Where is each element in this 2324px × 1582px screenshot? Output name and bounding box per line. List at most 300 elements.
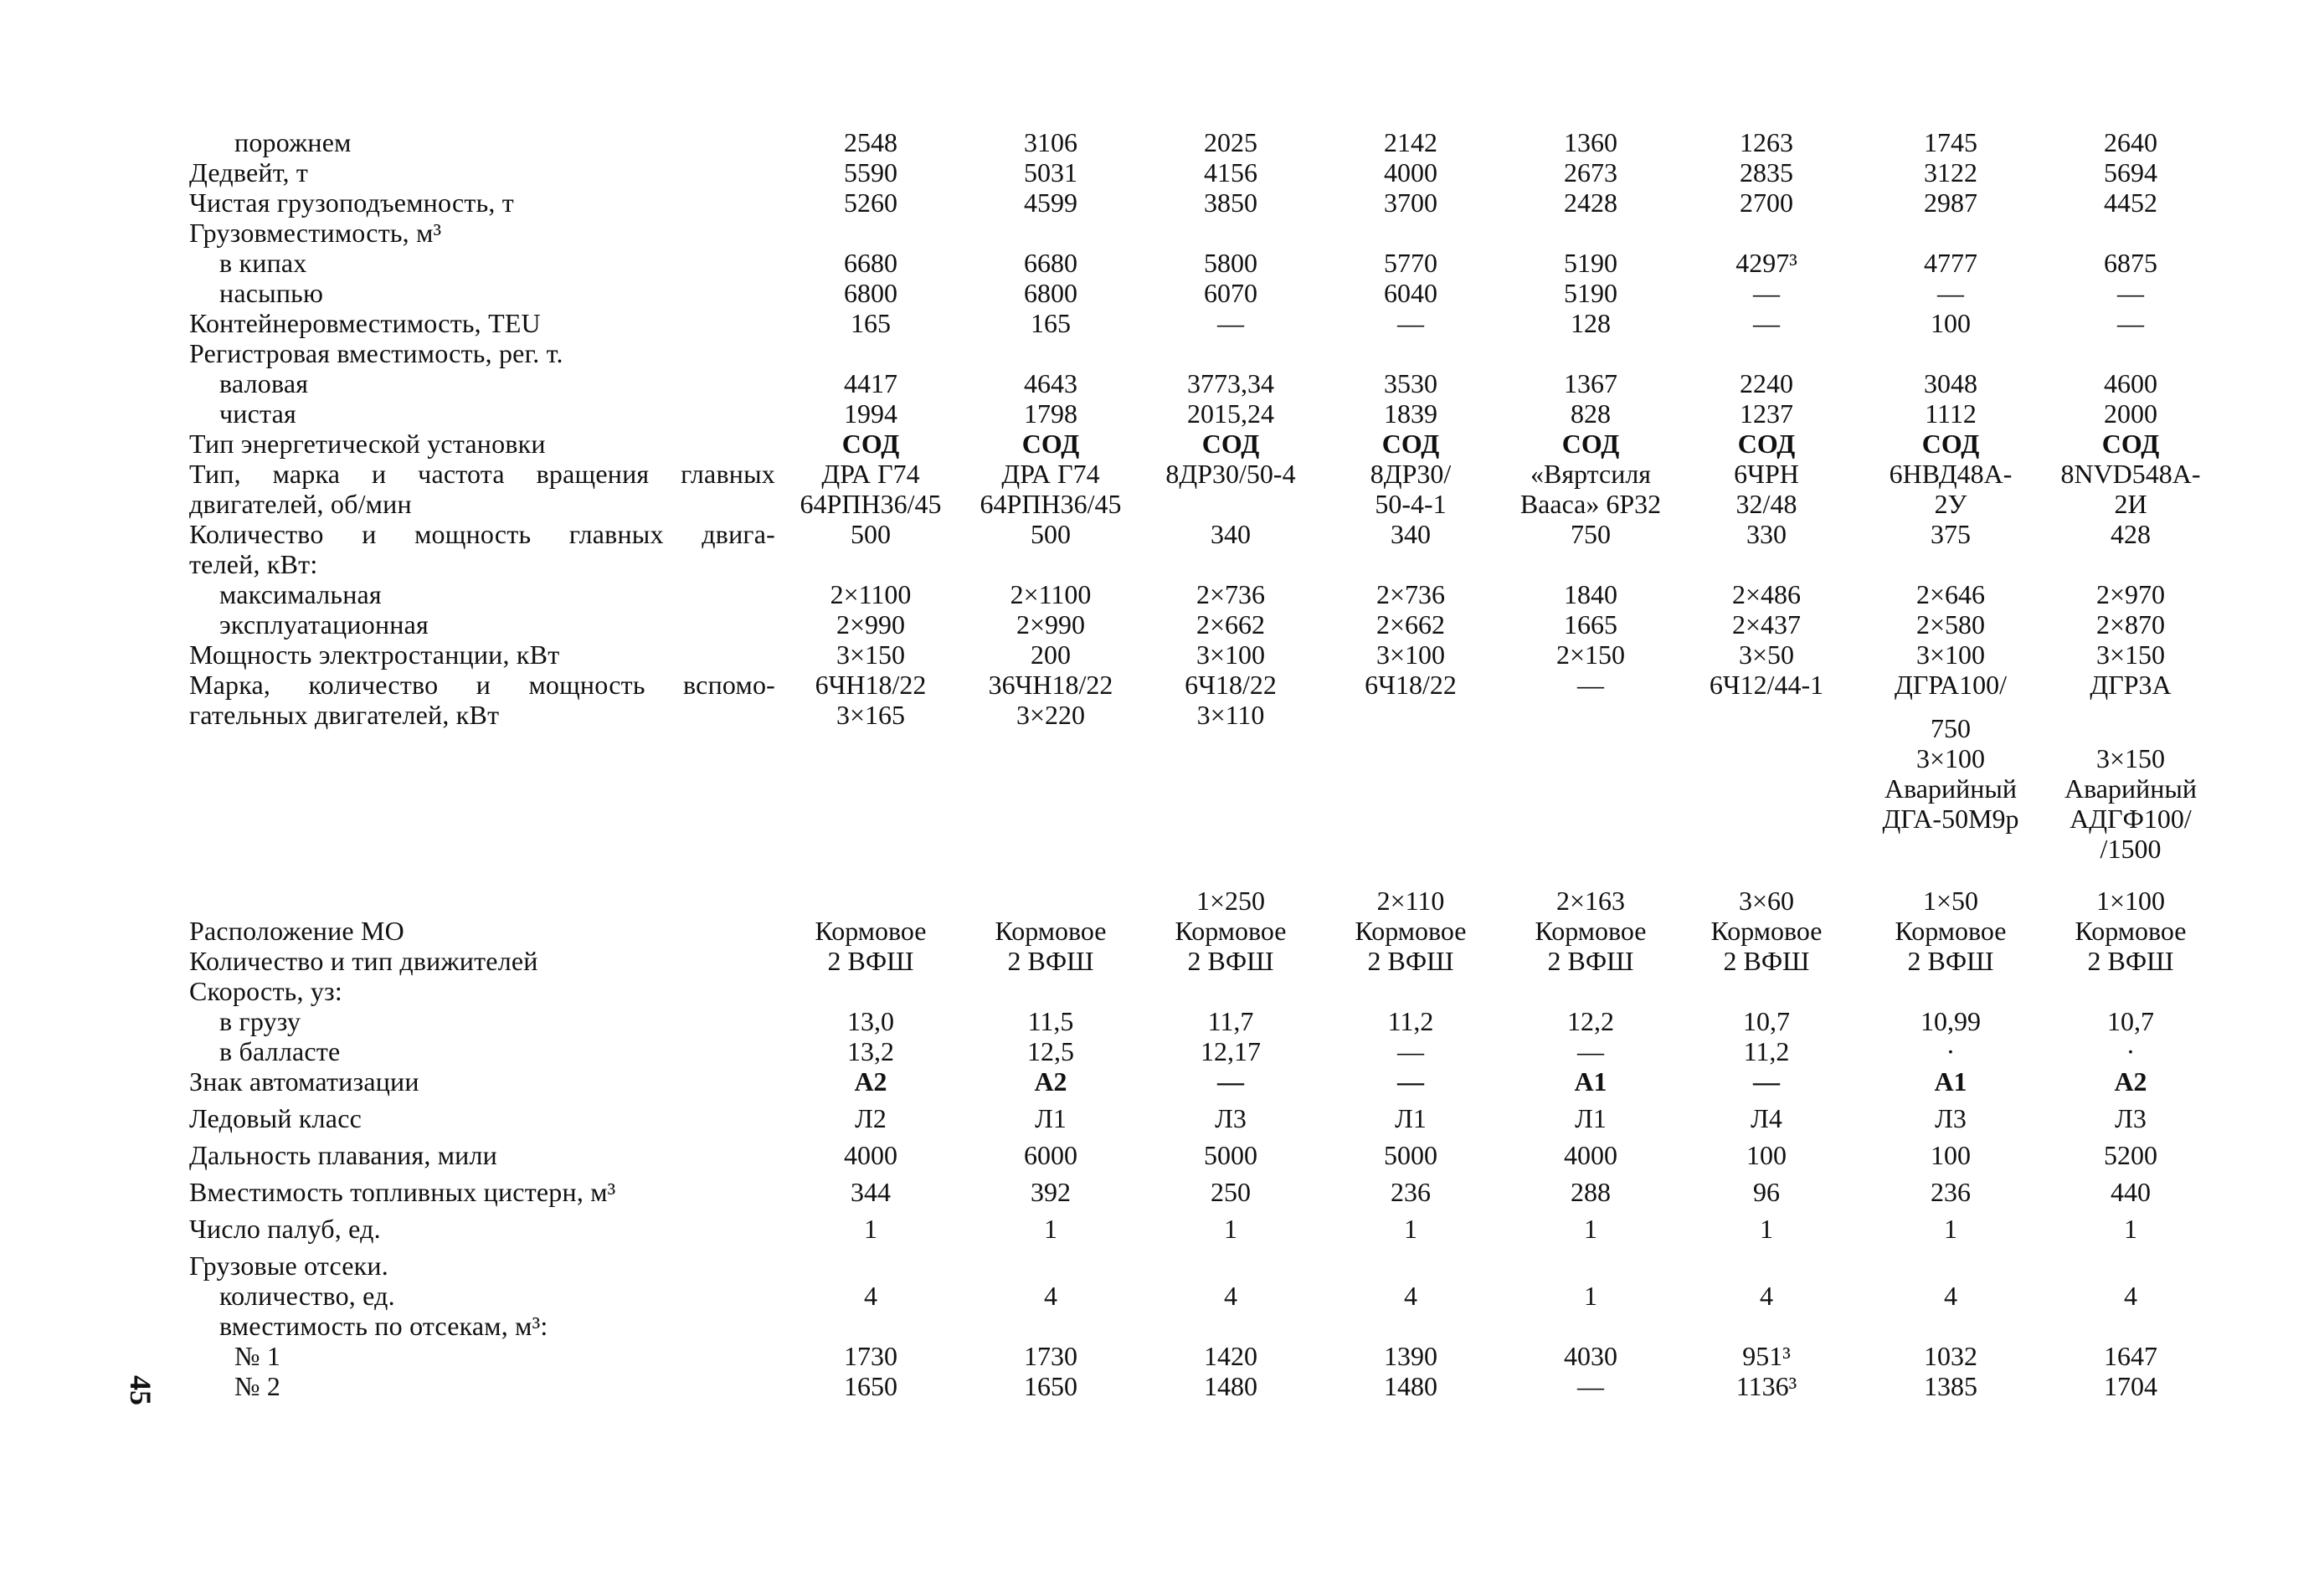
table-cell: 4600 <box>2104 368 2157 398</box>
table-cell: 1480 <box>1384 1371 1437 1401</box>
table-row <box>0 187 2324 218</box>
table-cell: 12,17 <box>1201 1036 1261 1066</box>
table-cell: 1237 <box>1740 398 1793 429</box>
table-cell: 6ЧН18/22 <box>815 670 927 700</box>
table-cell: 1745 <box>1924 127 1977 157</box>
table-cell: 2×662 <box>1195 609 1266 639</box>
table-cell: — <box>1753 1066 1780 1097</box>
table-cell: — <box>1577 670 1604 700</box>
table-cell: 4643 <box>1024 368 1077 398</box>
table-cell: 2И <box>2114 489 2147 519</box>
table-cell: 2×163 <box>1555 886 1626 916</box>
table-cell: Кормовое <box>1175 916 1287 946</box>
table-cell: Кормовое <box>1355 916 1467 946</box>
table-cell: — <box>2117 278 2144 308</box>
table-cell: 6000 <box>1024 1140 1077 1170</box>
table-cell: 3048 <box>1924 368 1977 398</box>
row-label: Количество и тип движителей <box>189 946 538 976</box>
table-cell: 8ДР30/50-4 <box>1165 459 1296 489</box>
table-cell: 1839 <box>1384 398 1437 429</box>
table-cell: ДГРА100/ <box>1894 670 2008 700</box>
row-label: Число палуб, ед. <box>189 1214 381 1244</box>
table-cell: 2×150 <box>1555 639 1626 670</box>
table-cell: 2×110 <box>1376 886 1445 916</box>
table-cell: 6070 <box>1204 278 1257 308</box>
table-cell: 6680 <box>844 248 897 278</box>
table-cell: ДРА Г74 <box>821 459 920 489</box>
row-label: Ледовый класс <box>189 1103 362 1133</box>
table-cell: 165 <box>1031 308 1071 338</box>
table-cell: 13,0 <box>847 1006 894 1036</box>
table-row <box>0 367 2324 399</box>
row-label: порожнем <box>234 127 352 157</box>
table-cell: — <box>1937 278 1964 308</box>
table-cell: 4000 <box>1564 1140 1617 1170</box>
table-cell: Кормовое <box>1895 916 2007 946</box>
table-cell: — <box>1217 1066 1244 1097</box>
table-cell: А2 <box>1034 1066 1067 1097</box>
table-cell: Л3 <box>1215 1103 1247 1133</box>
table-row <box>0 833 2324 865</box>
table-cell: 4 <box>1224 1281 1237 1311</box>
table-cell: 2700 <box>1740 187 1793 218</box>
table-cell: Л1 <box>1395 1103 1427 1133</box>
table-cell: 2673 <box>1564 157 1617 187</box>
table-cell: 5200 <box>2104 1140 2157 1170</box>
table-row <box>0 157 2324 188</box>
table-row <box>0 1176 2324 1208</box>
table-row <box>0 773 2324 804</box>
row-label: насыпью <box>219 278 324 308</box>
table-cell: 288 <box>1571 1177 1611 1207</box>
table-cell: 5770 <box>1384 248 1437 278</box>
table-row <box>0 428 2324 460</box>
table-cell: 1730 <box>1024 1341 1077 1371</box>
table-cell: 4 <box>1760 1281 1773 1311</box>
row-label: валовая <box>219 368 309 398</box>
table-cell: 1 <box>1584 1281 1597 1311</box>
table-cell: СОД <box>1921 429 1980 459</box>
table-cell: 1704 <box>2104 1371 2157 1401</box>
table-cell: А1 <box>1574 1066 1607 1097</box>
table-cell: 2У <box>1934 489 1967 519</box>
table-cell: 5800 <box>1204 248 1257 278</box>
table-cell: 2×662 <box>1375 609 1446 639</box>
table-cell: 1032 <box>1924 1341 1977 1371</box>
table-cell: — <box>1753 278 1780 308</box>
table-cell: 2 ВФШ <box>1723 946 1810 976</box>
table-cell: 3×220 <box>1015 700 1086 730</box>
table-cell: Кормовое <box>1535 916 1647 946</box>
table-cell: СОД <box>1737 429 1796 459</box>
table-cell: 2015,24 <box>1187 398 1274 429</box>
table-cell: 4 <box>2124 1281 2137 1311</box>
table-cell: 50-4-1 <box>1375 489 1447 519</box>
row-label: количество, ед. <box>219 1281 395 1311</box>
table-cell: 1480 <box>1204 1371 1257 1401</box>
table-cell: 165 <box>851 308 891 338</box>
table-cell: 2640 <box>2104 127 2157 157</box>
table-cell: Аварийный <box>2064 773 2197 804</box>
table-cell: 828 <box>1571 398 1611 429</box>
table-cell: 10,99 <box>1920 1006 1981 1036</box>
table-cell: ДРА Г74 <box>1001 459 1100 489</box>
table-cell: 128 <box>1571 308 1611 338</box>
table-row <box>0 548 2324 580</box>
table-cell: 1 <box>1944 1214 1957 1244</box>
table-cell: 1 <box>1044 1214 1057 1244</box>
table-row <box>0 1280 2324 1312</box>
table-cell: — <box>1577 1371 1604 1401</box>
table-cell: 6800 <box>844 278 897 308</box>
table-cell: 32/48 <box>1735 489 1797 519</box>
table-cell: 3×150 <box>2095 743 2166 773</box>
table-cell: 6680 <box>1024 248 1077 278</box>
row-label: в кипах <box>219 248 307 278</box>
table-cell: — <box>1397 1036 1424 1066</box>
row-label: Расположение МО <box>189 916 404 946</box>
table-row <box>0 307 2324 339</box>
table-cell: 3106 <box>1024 127 1077 157</box>
table-cell: 200 <box>1031 639 1071 670</box>
row-label: Дальность плавания, мили <box>189 1140 498 1170</box>
table-cell: 3×100 <box>1915 639 1986 670</box>
row-label: Скорость, уз: <box>189 976 342 1006</box>
table-row <box>0 1310 2324 1342</box>
table-cell: 5000 <box>1204 1140 1257 1170</box>
table-cell: 2428 <box>1564 187 1617 218</box>
table-row <box>0 945 2324 977</box>
table-cell: 4 <box>1044 1281 1057 1311</box>
table-cell: А1 <box>1934 1066 1967 1097</box>
table-cell: 1 <box>1404 1214 1417 1244</box>
table-cell: Кормовое <box>1710 916 1823 946</box>
table-cell: 340 <box>1391 519 1431 549</box>
table-cell: 1 <box>1760 1214 1773 1244</box>
table-row <box>0 885 2324 917</box>
table-cell: 6НВД48А- <box>1889 459 2013 489</box>
table-cell: 3×100 <box>1195 639 1266 670</box>
table-cell: — <box>1397 1066 1424 1097</box>
table-cell: 3×110 <box>1196 700 1265 730</box>
table-cell: 2240 <box>1740 368 1793 398</box>
table-cell: 330 <box>1746 519 1787 549</box>
table-cell: Кормовое <box>995 916 1107 946</box>
table-row <box>0 217 2324 249</box>
table-cell: СОД <box>1381 429 1440 459</box>
row-label: Грузовместимость, м³ <box>189 218 442 248</box>
table-row <box>0 803 2324 835</box>
table-cell: Кормовое <box>2075 916 2187 946</box>
table-cell: 4030 <box>1564 1341 1617 1371</box>
table-row <box>0 915 2324 947</box>
table-cell: 11,7 <box>1207 1006 1254 1036</box>
table-cell: 1994 <box>844 398 897 429</box>
table-cell: 4 <box>864 1281 877 1311</box>
table-row <box>0 126 2324 158</box>
table-cell: 236 <box>1391 1177 1431 1207</box>
table-cell: 2 ВФШ <box>2087 946 2174 976</box>
table-cell: 2×1100 <box>830 579 912 609</box>
table-row <box>0 1213 2324 1245</box>
table-cell: ДГР3А <box>2090 670 2172 700</box>
table-cell: 1650 <box>844 1371 897 1401</box>
table-cell: 2000 <box>2104 398 2157 429</box>
table-cell: 5694 <box>2104 157 2157 187</box>
table-cell: /1500 <box>2100 834 2162 864</box>
table-row <box>0 578 2324 610</box>
table-cell: Вааса» 6Р32 <box>1519 489 1662 519</box>
table-cell: Кормовое <box>815 916 927 946</box>
row-label: Чистая грузоподъемность, т <box>189 187 514 218</box>
table-row <box>0 1066 2324 1097</box>
table-cell: АДГФ100/ <box>2069 804 2192 834</box>
table-cell: Аварийный <box>1884 773 2017 804</box>
table-cell: 6875 <box>2104 248 2157 278</box>
table-cell: 4 <box>1404 1281 1417 1311</box>
page-number: 45 <box>124 1375 157 1405</box>
table-cell: 1390 <box>1384 1341 1437 1371</box>
table-cell: 750 <box>1931 713 1971 743</box>
row-label: Грузовые отсеки. <box>189 1251 388 1281</box>
table-cell: 4000 <box>844 1140 897 1170</box>
row-label: № 2 <box>234 1371 281 1401</box>
table-cell: 1 <box>1224 1214 1237 1244</box>
row-label: Количество и мощность главных двига- <box>189 519 775 549</box>
table-cell: 2 ВФШ <box>1187 946 1274 976</box>
table-cell: Л3 <box>1935 1103 1967 1133</box>
table-cell: 2×736 <box>1375 579 1446 609</box>
table-cell: 2 ВФШ <box>1007 946 1094 976</box>
table-cell: 2×990 <box>836 609 906 639</box>
table-cell: Л2 <box>855 1103 887 1133</box>
table-cell: 2×990 <box>1015 609 1086 639</box>
table-cell: 2 ВФШ <box>1367 946 1454 976</box>
table-cell: 2548 <box>844 127 897 157</box>
table-cell: 1798 <box>1024 398 1077 429</box>
table-cell: 1×250 <box>1195 886 1266 916</box>
row-label: телей, кВт: <box>189 549 318 579</box>
table-row <box>0 458 2324 490</box>
table-cell: 6800 <box>1024 278 1077 308</box>
table-cell: 100 <box>1931 308 1971 338</box>
table-cell: 3700 <box>1384 187 1437 218</box>
table-cell: 2×580 <box>1915 609 1986 639</box>
row-label: гательных двигателей, кВт <box>189 700 500 730</box>
table-row <box>0 247 2324 279</box>
table-cell: 428 <box>2111 519 2151 549</box>
table-row <box>0 337 2324 369</box>
table-row <box>0 488 2324 520</box>
table-cell: 1665 <box>1564 609 1617 639</box>
table-cell: 3×60 <box>1738 886 1795 916</box>
table-cell: 500 <box>1031 519 1071 549</box>
table-cell: — <box>1577 1036 1604 1066</box>
row-label: Марка, количество и мощность вспомо- <box>189 670 775 700</box>
table-cell: 1840 <box>1564 579 1617 609</box>
table-cell: · <box>1946 1036 1956 1066</box>
table-cell: 1 <box>2124 1214 2137 1244</box>
table-cell: 6040 <box>1384 278 1437 308</box>
table-cell: 3850 <box>1204 187 1257 218</box>
table-cell: 3122 <box>1924 157 1977 187</box>
table-cell: Л1 <box>1575 1103 1607 1133</box>
table-cell: 1263 <box>1740 127 1793 157</box>
table-cell: Л1 <box>1035 1103 1067 1133</box>
table-cell: 3×100 <box>1375 639 1446 670</box>
table-cell: 2×1100 <box>1010 579 1092 609</box>
table-cell: 11,2 <box>1387 1006 1434 1036</box>
table-cell: 5190 <box>1564 278 1617 308</box>
table-cell: 3×50 <box>1738 639 1795 670</box>
table-cell: 100 <box>1931 1140 1971 1170</box>
table-cell: 64РПН36/45 <box>979 489 1122 519</box>
table-row <box>0 639 2324 670</box>
table-cell: 3×100 <box>1915 743 1986 773</box>
row-label: в балласте <box>219 1036 341 1066</box>
table-cell: СОД <box>1021 429 1080 459</box>
table-cell: ДГА-50М9р <box>1882 804 2019 834</box>
table-cell: 10,7 <box>2107 1006 2154 1036</box>
row-label: Тип энергетической установки <box>189 429 546 459</box>
table-cell: 4 <box>1944 1281 1957 1311</box>
table-cell: 440 <box>2111 1177 2151 1207</box>
table-cell: 1730 <box>844 1341 897 1371</box>
table-cell: СОД <box>841 429 900 459</box>
table-cell: 2 ВФШ <box>1907 946 1994 976</box>
table-cell: 12,5 <box>1027 1036 1074 1066</box>
table-cell: 1367 <box>1564 368 1617 398</box>
table-row <box>0 277 2324 309</box>
row-label: Мощность электростанции, кВт <box>189 639 560 670</box>
table-cell: 3×150 <box>836 639 906 670</box>
table-cell: 11,2 <box>1743 1036 1790 1066</box>
table-cell: СОД <box>1561 429 1620 459</box>
table-cell: 6Ч12/44-1 <box>1709 670 1824 700</box>
table-cell: 11,5 <box>1027 1006 1074 1036</box>
table-cell: 3530 <box>1384 368 1437 398</box>
table-cell: 4452 <box>2104 187 2157 218</box>
table-cell: 2142 <box>1384 127 1437 157</box>
table-cell: — <box>1397 308 1424 338</box>
table-cell: 500 <box>851 519 891 549</box>
table-cell: 1650 <box>1024 1371 1077 1401</box>
row-label: максимальная <box>219 579 382 609</box>
table-row <box>0 1005 2324 1037</box>
table-cell: 4599 <box>1024 187 1077 218</box>
table-row <box>0 518 2324 550</box>
table-cell: 96 <box>1753 1177 1780 1207</box>
row-label: чистая <box>219 398 296 429</box>
table-cell: 340 <box>1211 519 1251 549</box>
table-cell: 64РПН36/45 <box>800 489 942 519</box>
row-label: двигателей, об/мин <box>189 489 412 519</box>
table-cell: 2×646 <box>1915 579 1986 609</box>
table-cell: — <box>1753 308 1780 338</box>
table-cell: 36ЧН18/22 <box>988 670 1113 700</box>
table-cell: 375 <box>1931 519 1971 549</box>
table-cell: 4417 <box>844 368 897 398</box>
table-cell: 10,7 <box>1743 1006 1790 1036</box>
table-row <box>0 1250 2324 1282</box>
table-cell: 6Ч18/22 <box>1185 670 1277 700</box>
table-cell: 1×100 <box>2095 886 2166 916</box>
table-row <box>0 1035 2324 1067</box>
row-label: Контейнеровместимость, TEU <box>189 308 541 338</box>
table-row <box>0 609 2324 640</box>
table-cell: 951³ <box>1742 1341 1791 1371</box>
table-cell: 1 <box>1584 1214 1597 1244</box>
table-cell: 3×150 <box>2095 639 2166 670</box>
table-cell: 1 <box>864 1214 877 1244</box>
table-cell: «Вяртсиля <box>1530 459 1652 489</box>
table-cell: 1136³ <box>1735 1371 1797 1401</box>
table-cell: А2 <box>2114 1066 2147 1097</box>
table-row <box>0 1340 2324 1372</box>
row-label: Регистровая вместимость, рег. т. <box>189 338 563 368</box>
row-label: вместимость по отсекам, м³: <box>219 1311 548 1341</box>
row-label: Вместимость топливных цистерн, м³ <box>189 1177 616 1207</box>
table-cell: 2987 <box>1924 187 1977 218</box>
table-row <box>0 975 2324 1007</box>
row-label: Тип, марка и частота вращения главных <box>189 459 775 489</box>
table-cell: 2×970 <box>2095 579 2166 609</box>
row-label: № 1 <box>234 1341 281 1371</box>
table-cell: 8NVD548A- <box>2060 459 2201 489</box>
table-cell: 1647 <box>2104 1341 2157 1371</box>
table-cell: 12,2 <box>1567 1006 1614 1036</box>
table-cell: А2 <box>854 1066 887 1097</box>
table-cell: 1385 <box>1924 1371 1977 1401</box>
table-cell: 2×870 <box>2095 609 2166 639</box>
table-cell: 1420 <box>1204 1341 1257 1371</box>
table-cell: 2×486 <box>1731 579 1802 609</box>
row-label: в грузу <box>219 1006 301 1036</box>
table-cell: 1360 <box>1564 127 1617 157</box>
table-cell: 236 <box>1931 1177 1971 1207</box>
table-cell: · <box>2126 1036 2136 1066</box>
table-cell: 13,2 <box>847 1036 894 1066</box>
table-cell: 6ЧРН <box>1734 459 1799 489</box>
table-cell: 392 <box>1031 1177 1071 1207</box>
table-cell: 1×50 <box>1922 886 1979 916</box>
table-cell: 1112 <box>1925 398 1977 429</box>
table-cell: 2835 <box>1740 157 1793 187</box>
table-cell: 344 <box>851 1177 891 1207</box>
table-row <box>0 1370 2324 1402</box>
table-cell: 5260 <box>844 187 897 218</box>
table-cell: СОД <box>2101 429 2160 459</box>
table-cell: 5031 <box>1024 157 1077 187</box>
table-cell: 8ДР30/ <box>1370 459 1452 489</box>
table-cell: 6Ч18/22 <box>1365 670 1457 700</box>
table-cell: 3×165 <box>836 700 906 730</box>
table-row <box>0 1102 2324 1134</box>
table-cell: 100 <box>1746 1140 1787 1170</box>
row-label: Знак автоматизации <box>189 1066 419 1097</box>
table-row <box>0 712 2324 744</box>
table-cell: 5590 <box>844 157 897 187</box>
table-cell: 3773,34 <box>1187 368 1274 398</box>
table-cell: 4777 <box>1924 248 1977 278</box>
table-cell: 2×437 <box>1731 609 1802 639</box>
table-cell: 5190 <box>1564 248 1617 278</box>
table-cell: СОД <box>1201 429 1260 459</box>
table-row <box>0 398 2324 429</box>
table-cell: 4156 <box>1204 157 1257 187</box>
table-cell: 4297³ <box>1735 248 1797 278</box>
table-cell: 5000 <box>1384 1140 1437 1170</box>
